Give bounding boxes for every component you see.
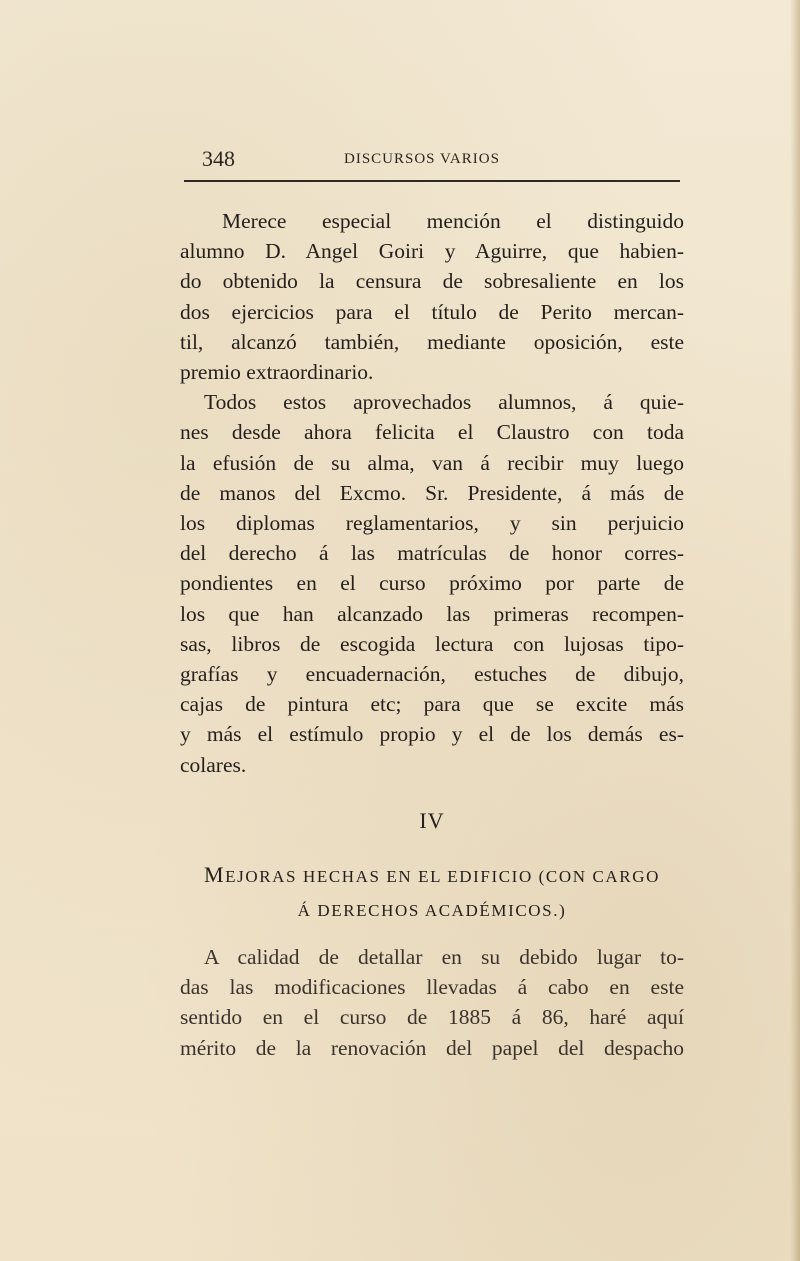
section-heading-initial: M (203, 862, 226, 888)
paragraph (180, 206, 684, 387)
page-number: 348 (202, 146, 235, 171)
text-line: premio extraordinario. (180, 360, 374, 385)
running-title: DISCURSOS VARIOS (344, 151, 500, 167)
text-line: grafías y encuadernación, estuches de dibujo, (180, 662, 684, 687)
text-line: das las modificaciones llevadas á cabo en este (180, 975, 684, 1000)
text-line: mérito de la renovación del papel del despacho (180, 1035, 684, 1060)
text-line: pondientes en el curso próximo por parte de (180, 571, 684, 596)
section-number: IV (419, 807, 445, 833)
text-line: y más el estímulo propio y el de los demás es- (180, 722, 684, 747)
text-line: sentido en el curso de 1885 á 86, haré aquí (180, 1005, 684, 1030)
text-line: alumno D. Angel Goiri y Aguirre, que habien- (180, 239, 684, 264)
text-line: do obtenido la censura de sobresaliente en los (180, 269, 684, 294)
section-heading (180, 858, 684, 928)
text-line: de manos del Excmo. Sr. Presidente, á más de (180, 480, 684, 505)
text-line: Merece especial mención el distinguido (222, 209, 684, 233)
header-rule (184, 180, 680, 182)
text-line: sas, libros de escogida lectura con lujosas tipo- (180, 631, 684, 656)
paragraph (180, 387, 684, 780)
paragraph (180, 942, 684, 1063)
text-line: til, alcanzó también, mediante oposición, este (180, 329, 684, 354)
page-body (180, 206, 684, 1063)
section-heading-line-1 (180, 858, 684, 894)
page-header (184, 146, 684, 172)
text-line: colares. (180, 752, 247, 777)
text-line: cajas de pintura etc; para que se excite más (180, 692, 684, 717)
text-line: nes desde ahora felicita el Claustro con toda (180, 420, 684, 445)
text-line: la efusión de su alma, van á recibir muy luego (180, 450, 684, 475)
page-edge-shadow (790, 0, 800, 1261)
section-heading-line-1-text: EJORAS HECHAS EN EL EDIFICIO (CON CARGO (225, 867, 660, 887)
text-line: dos ejercicios para el título de Perito mercan- (180, 299, 684, 324)
text-line: Todos estos aprovechados alumnos, á quie- (204, 390, 684, 415)
text-line: del derecho á las matrículas de honor corres- (180, 541, 684, 566)
section-heading-line-2: Á DERECHOS ACADÉMICOS.) (297, 901, 567, 921)
text-line: los que han alcanzado las primeras recompen- (180, 601, 684, 626)
text-line: A calidad de detallar en su debido lugar to- (204, 945, 684, 970)
text-line: los diplomas reglamentarios, y sin perjuicio (180, 511, 684, 536)
